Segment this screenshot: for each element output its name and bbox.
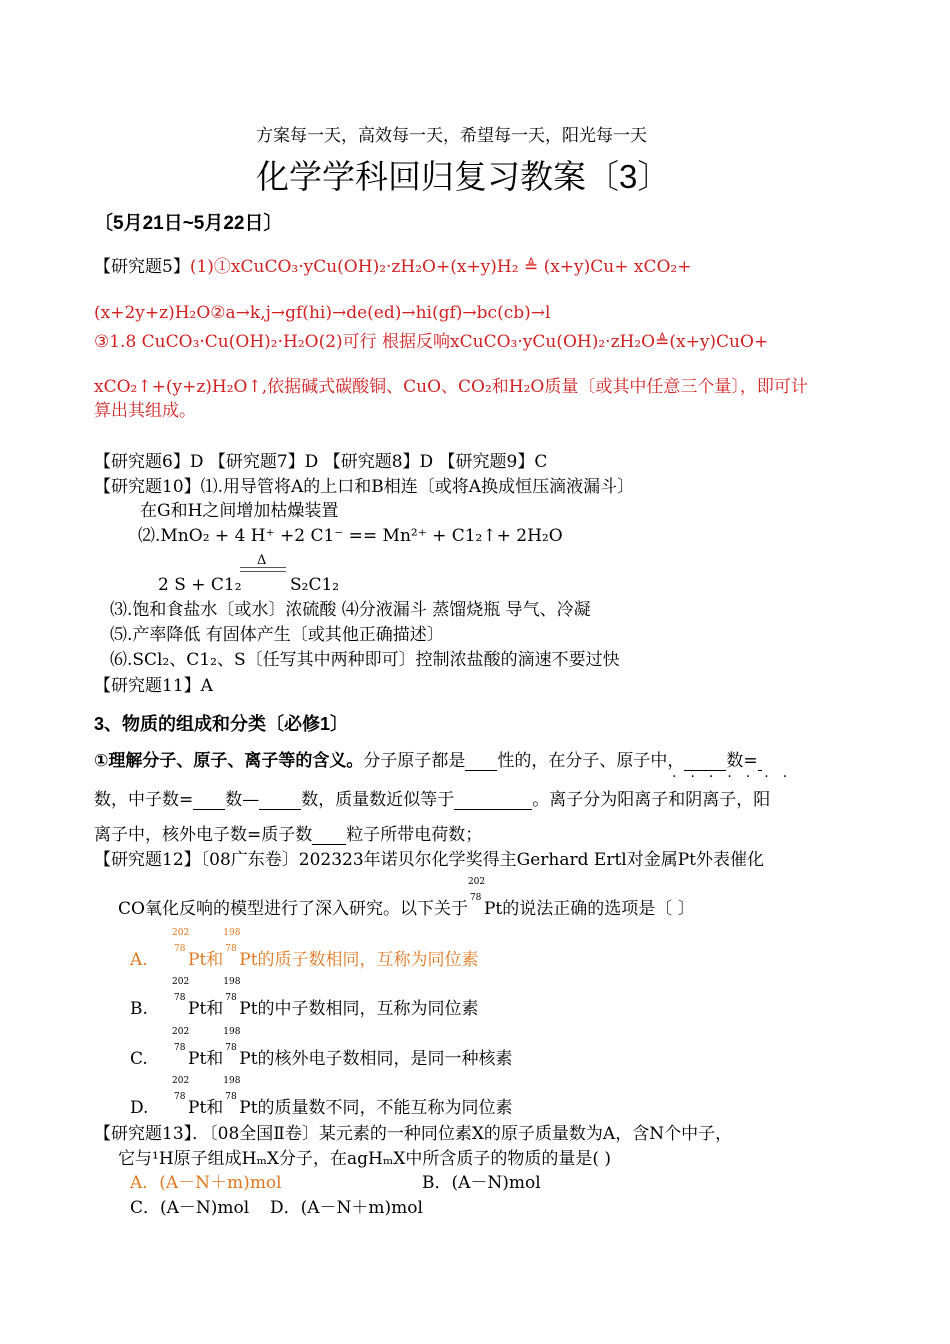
section-para-bold: ①理解分子、原子、离子等的含义。 <box>94 751 364 770</box>
para-text-3a: 离子中，核外电子数=质子数 <box>94 825 313 845</box>
q12-option-d[interactable]: D. 202 78 Pt和 198 78 Pt的质量数不同，不能互称为同位素 <box>130 1076 513 1118</box>
para-text-2b: 数— <box>225 790 260 810</box>
blank-4[interactable] <box>193 793 225 810</box>
blank-5[interactable] <box>259 793 301 810</box>
page-title: 化学学科回归复习教案〔3〕 <box>256 158 671 195</box>
para-text-2d: 。离子分为阳离子和阴离子，阳 <box>532 790 771 810</box>
q10-line-7: ⑹.SCl₂、C1₂、S〔任写其中两种即可〕控制浓盐酸的滴速不要过快 <box>110 650 620 670</box>
section-para-line-2 <box>94 790 770 810</box>
q10-line-5: ⑶.饱和食盐水〔或水〕浓硫酸 ⑷分液漏斗 蒸馏烧瓶 导气、冷凝 <box>110 600 591 620</box>
q5-line-5: 算出其组成。 <box>94 401 196 421</box>
section-para-line-1 <box>94 751 762 771</box>
q13-option-a[interactable]: A．(A－N＋m)mol <box>130 1173 282 1193</box>
q12-text-b: Pt的说法正确的选项是〔 〕 <box>483 899 695 919</box>
para-text-1c: 数= <box>726 751 758 771</box>
q10-line-1: 【研究题10】⑴.用导管将A的上口和B相连〔或将A换成恒压滴液漏斗〕 <box>94 477 635 497</box>
q5-line-2: (x+2y+z)H₂O②a→k,j→gf(hi)→de(ed)→hi(gf)→bc(cb)→l <box>94 303 551 323</box>
q10-line-2: 在G和H之间增加枯燥装置 <box>140 501 339 521</box>
q5-line-1 <box>94 257 692 277</box>
para-text-1a: 分子原子都是 <box>363 751 466 771</box>
q10-delta: Δ <box>257 553 267 568</box>
pt202-isotope: 202 78 <box>467 877 486 903</box>
section-heading: 3、物质的组成和分类〔必修1〕 <box>94 714 349 734</box>
q13-line-2: 它与¹H原子组成HₘX分子，在agHₘX中所含质子的物质的量是( ) <box>118 1149 612 1169</box>
blank-1[interactable] <box>465 754 497 771</box>
q6-9-answers: 【研究题6】D 【研究题7】D 【研究题8】D 【研究题9】C <box>94 452 548 472</box>
q13-line-1: 【研究题13】．〔08全国Ⅱ卷〕某元素的一种同位素X的原子质量数为A，含N个中子， <box>94 1124 733 1144</box>
slogan: 方案每一天，高效每一天，希望每一天，阳光每一天 <box>256 126 647 146</box>
q13-option-c[interactable]: C．(A－N)mol <box>130 1198 250 1218</box>
emphasis-dots: ······· <box>672 769 802 785</box>
section-para-line-3 <box>94 825 482 845</box>
q13-option-d[interactable]: D．(A－N＋m)mol <box>270 1198 423 1218</box>
para-text-2a: 数，中子数= <box>94 790 194 810</box>
q12-text-a: CO氧化反响的模型进行了深入研究。以下关于 <box>118 899 468 919</box>
q10-line-6: ⑸.产率降低 有固体产生〔或其他正确描述〕 <box>110 625 444 645</box>
q12-option-b[interactable]: B. 202 78 Pt和 198 78 Pt的中子数相同，互称为同位素 <box>130 977 479 1019</box>
q10-line-4b: S₂C1₂ <box>290 575 340 595</box>
q5-text-1: (1)①xCuCO₃·yCu(OH)₂·zH₂O+(x+y)H₂ ≜ (x+y)Cu+ xCO₂+ <box>189 257 692 277</box>
q12-option-c[interactable]: C. 202 78 Pt和 198 78 Pt的核外电子数相同，是同一种核素 <box>130 1027 513 1069</box>
q5-line-3: ③1.8 CuCO₃·Cu(OH)₂·H₂O(2)可行 根据反响xCuCO₃·yCu(OH)₂·zH₂O≜(x+y)CuO+ <box>94 332 769 352</box>
q10-line-3: ⑵.MnO₂ + 4 H⁺ +2 C1⁻ == Mn²⁺ + C1₂↑+ 2H₂O <box>138 526 563 546</box>
q10-equal-sign <box>240 567 286 572</box>
para-text-1b: 性的，在分子、原子中， <box>497 751 685 771</box>
q12-line-1: 【研究题12】〔08广东卷〕202323年诺贝尔化学奖得主Gerhard Ertl对金属Pt外表催化 <box>94 850 764 870</box>
q10-line-4a: 2 S + C1₂ <box>158 575 242 595</box>
para-text-3b: 粒子所带电荷数； <box>346 825 483 845</box>
q11-answer: 【研究题11】A <box>94 676 213 696</box>
q12-option-a[interactable]: A. 202 78 Pt和 198 78 Pt的质子数相同，互称为同位素 <box>130 928 479 970</box>
blank-6[interactable] <box>454 793 532 810</box>
blank-7[interactable] <box>312 828 346 845</box>
q5-line-4: xCO₂↑+(y+z)H₂O↑,依据碱式碳酸铜、CuO、CO₂和H₂O质量〔或其中任意三个量〕，即可计 <box>94 377 808 397</box>
para-text-2c: 数，质量数近似等于 <box>301 790 455 810</box>
q12-line-2 <box>118 877 695 919</box>
date-range: 〔5月21日~5月22日〕 <box>94 213 283 234</box>
q13-option-b[interactable]: B．(A－N)mol <box>422 1173 541 1193</box>
q5-tag: 【研究题5】 <box>94 257 190 277</box>
